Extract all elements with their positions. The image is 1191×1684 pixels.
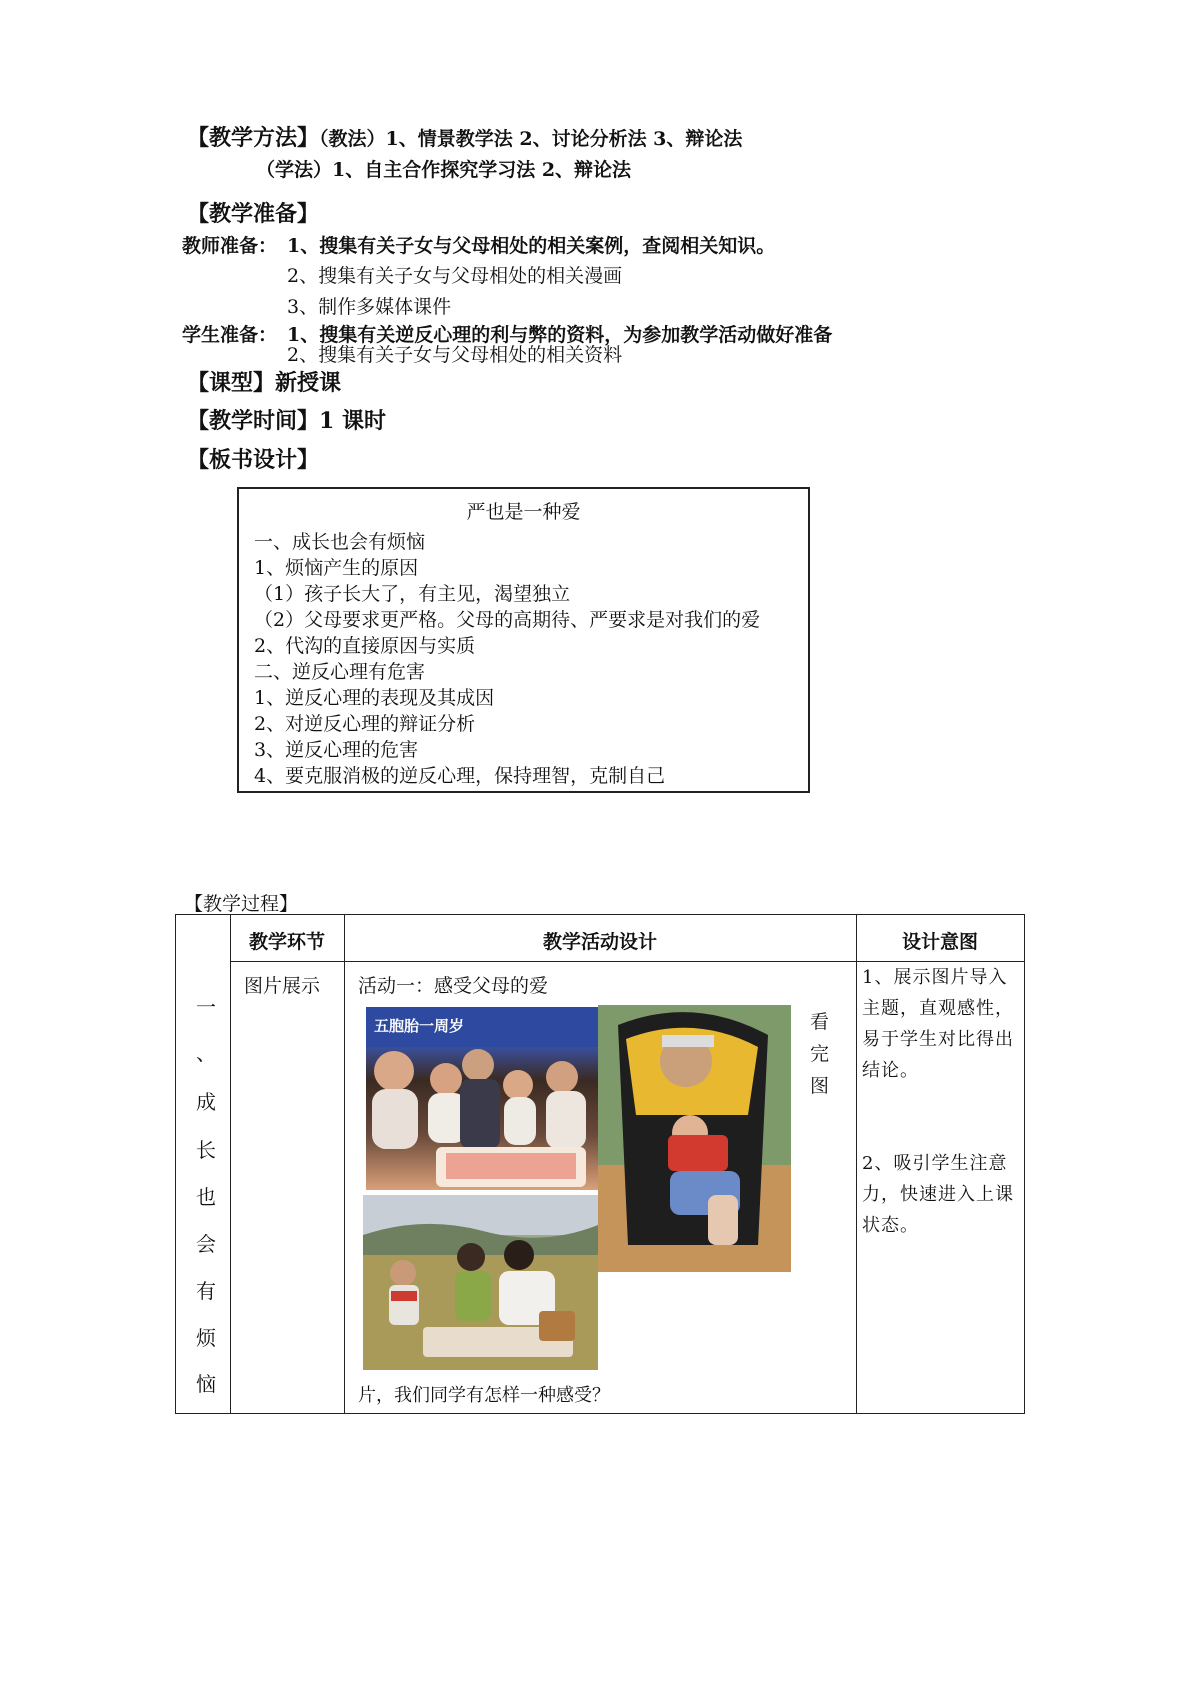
stroller-photo [598,1005,791,1272]
side-char: 图 [810,1075,830,1097]
board-line: 4、要克服消极的逆反心理，保持理智，克制自己 [254,765,666,787]
process-heading: 【教学过程】 [184,893,299,915]
board-title: 严也是一种爱 [466,501,581,523]
section-char: 成 [196,1090,216,1114]
step-label: 图片展示 [244,975,321,997]
student-prep-item: 2、搜集有关子女与父母相处的相关资料 [287,344,623,366]
board-line: 二、逆反心理有危害 [254,661,426,683]
student-prep-label: 学生准备： [182,324,278,346]
lesson-time: 【教学时间】1 课时 [187,408,386,434]
board-line: 一、成长也会有烦恼 [254,531,426,553]
methods-heading: 【教学方法】（教法）1、情景教学法 2、讨论分析法 3、辩论法 [187,125,743,151]
birthday-photo [366,1007,598,1190]
prep-heading: 【教学准备】 [187,201,320,227]
student-prep-item: 1、搜集有关逆反心理的利与弊的资料，为参加教学活动做好准备 [287,324,833,346]
board-line: 3、逆反心理的危害 [254,739,419,761]
methods-teach: （教法）1、情景教学法 2、讨论分析法 3、辩论法 [319,128,743,150]
intent-1: 1、展示图片导入主题，直观感性，易于学生对比得出结论。 [862,967,1014,1081]
intent-2: 2、吸引学生注意力，快速进入上课状态。 [862,1153,1014,1236]
section-char: 也 [196,1185,216,1209]
methods-learn: （学法）1、自主合作探究学习法 2、辩论法 [256,159,632,181]
lesson-type: 【课型】新授课 [187,370,342,396]
photo-banner: 五胞胎一周岁 [374,1017,465,1035]
board-line: 1、烦恼产生的原因 [254,557,419,579]
activity-end: 片，我们同学有怎样一种感受？ [358,1385,610,1406]
header-intent: 设计意图 [901,931,978,953]
header-activity: 教学活动设计 [542,931,657,953]
board-heading: 【板书设计】 [187,447,320,473]
picnic-photo [363,1195,598,1370]
board-line: （1）孩子长大了，有主见，渴望独立 [254,583,571,605]
board-line: （2）父母要求更严格。父母的高期待、严要求是对我们的爱 [254,609,761,631]
side-char: 完 [810,1043,830,1065]
board-line: 1、逆反心理的表现及其成因 [254,687,495,709]
teacher-prep-label: 教师准备： [182,235,278,257]
activity-title: 活动一：感受父母的爱 [358,975,549,997]
board-line: 2、对逆反心理的辩证分析 [254,713,476,735]
board-design-box [237,487,810,793]
section-char: 一 [196,995,216,1019]
section-char: 有 [196,1279,216,1303]
header-step: 教学环节 [248,931,325,953]
board-line: 2、代沟的直接原因与实质 [254,635,476,657]
teacher-prep-item: 1、搜集有关子女与父母相处的相关案例，查阅相关知识。 [287,235,776,257]
section-char: 长 [196,1138,216,1162]
section-char: 会 [196,1232,216,1256]
section-char: 烦 [196,1326,216,1350]
teacher-prep-item: 2、搜集有关子女与父母相处的相关漫画 [287,265,623,287]
section-char: 、 [196,1041,216,1065]
side-char: 看 [810,1011,830,1033]
section-char: 恼 [196,1372,216,1396]
teacher-prep-item: 3、制作多媒体课件 [287,296,452,318]
